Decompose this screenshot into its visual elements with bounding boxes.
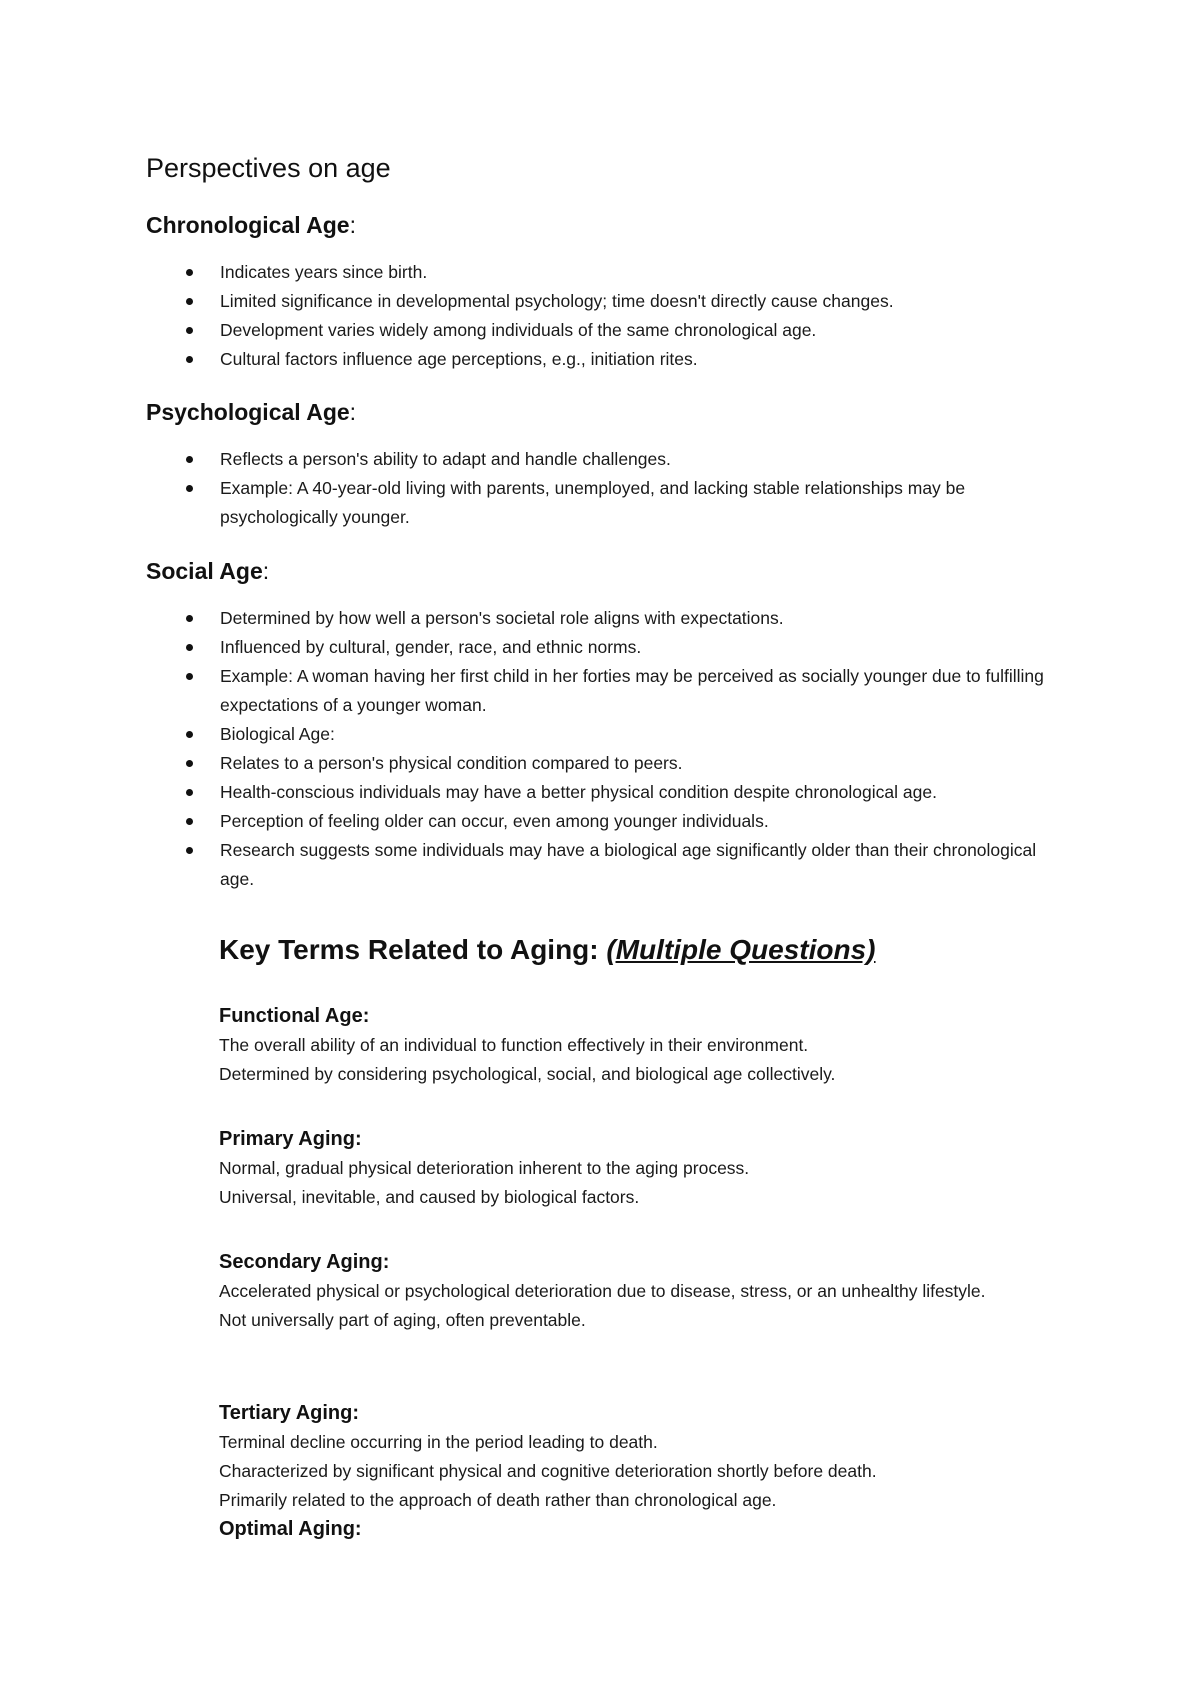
heading-colon: : (349, 399, 357, 425)
section-heading-text: Social Age (146, 558, 263, 584)
section-heading-text: Chronological Age (146, 212, 350, 238)
bullet-icon (186, 673, 193, 680)
term-line: Not universally part of aging, often preventable. (219, 1310, 586, 1330)
list-item (146, 604, 1066, 633)
list-item-text: Example: A 40-year-old living with parents, unemployed, and lacking stable relationships may be psychologically younger. (220, 478, 966, 527)
term-functional-age (219, 1002, 1119, 1089)
section-heading-social (146, 557, 269, 585)
list-item-text: Biological Age: (220, 724, 335, 744)
list-item-text: Research suggests some individuals may have a biological age significantly older than their chronological age. (220, 840, 1037, 889)
bullet-icon (186, 615, 193, 622)
bullet-icon (186, 327, 193, 334)
key-terms-heading-text: Key Terms Related to Aging: (219, 934, 599, 965)
bullet-icon (186, 644, 193, 651)
term-tertiary-aging (219, 1399, 1119, 1544)
list-item-text: Example: A woman having her first child in her forties may be perceived as socially younger due to fulfilling expectations of a younger woman. (220, 666, 1044, 715)
list-item-text: Determined by how well a person's societal role aligns with expectations. (220, 608, 784, 628)
term-name: Tertiary Aging: (219, 1402, 360, 1424)
heading-colon: : (262, 558, 270, 584)
list-item (146, 807, 1066, 836)
list-item (146, 836, 1066, 894)
list-item (146, 258, 1106, 287)
term-name: Optimal Aging: (219, 1518, 362, 1540)
section-heading-chronological (146, 211, 356, 239)
psychological-list (146, 445, 1086, 532)
chronological-list (146, 258, 1106, 374)
heading-colon: : (349, 212, 356, 238)
list-item (146, 445, 1086, 474)
key-terms-heading (219, 933, 876, 967)
section-heading-psychological (146, 398, 356, 426)
bullet-icon (186, 485, 193, 492)
list-item (146, 720, 1066, 749)
bullet-icon (186, 818, 193, 825)
bullet-icon (186, 789, 193, 796)
term-line: Universal, inevitable, and caused by biological factors. (219, 1187, 640, 1207)
bullet-icon (186, 731, 193, 738)
list-item (146, 749, 1066, 778)
term-line: Normal, gradual physical deterioration inherent to the aging process. (219, 1158, 750, 1178)
bullet-icon (186, 356, 193, 363)
term-line: Characterized by significant physical and cognitive deterioration shortly before death. (219, 1461, 877, 1481)
term-name: Functional Age: (219, 1005, 370, 1027)
bullet-icon (186, 298, 193, 305)
list-item-text: Relates to a person's physical condition compared to peers. (220, 753, 683, 773)
list-item-text: Reflects a person's ability to adapt and handle challenges. (220, 449, 671, 469)
bullet-icon (186, 847, 193, 854)
term-line: The overall ability of an individual to function effectively in their environment. (219, 1035, 809, 1055)
list-item (146, 345, 1106, 374)
term-line: Determined by considering psychological, social, and biological age collectively. (219, 1064, 836, 1084)
list-item-text: Health-conscious individuals may have a better physical condition despite chronological age. (220, 782, 937, 802)
list-item (146, 778, 1066, 807)
list-item-text: Perception of feeling older can occur, even among younger individuals. (220, 811, 769, 831)
list-item (146, 316, 1106, 345)
term-line: Terminal decline occurring in the period leading to death. (219, 1432, 658, 1452)
list-item-text: Indicates years since birth. (220, 262, 428, 282)
term-line: Accelerated physical or psychological deterioration due to disease, stress, or an unhealthy lifestyle. (219, 1281, 986, 1301)
list-item (146, 662, 1066, 720)
list-item-text: Cultural factors influence age perceptions, e.g., initiation rites. (220, 349, 698, 369)
term-secondary-aging (219, 1248, 1079, 1335)
bullet-icon (186, 760, 193, 767)
list-item-text: Influenced by cultural, gender, race, and ethnic norms. (220, 637, 642, 657)
term-primary-aging (219, 1125, 1119, 1212)
term-name: Primary Aging: (219, 1128, 362, 1150)
term-line: Primarily related to the approach of death rather than chronological age. (219, 1490, 777, 1510)
list-item (146, 287, 1106, 316)
list-item (146, 633, 1066, 662)
list-item (146, 474, 1086, 532)
term-name: Secondary Aging: (219, 1251, 390, 1273)
page-title: Perspectives on age (146, 153, 391, 183)
list-item-text: Development varies widely among individuals of the same chronological age. (220, 320, 817, 340)
section-heading-text: Psychological Age (146, 399, 350, 425)
key-terms-note: (Multiple Questions) (606, 934, 876, 965)
bullet-icon (186, 269, 193, 276)
bullet-icon (186, 456, 193, 463)
list-item-text: Limited significance in developmental psychology; time doesn't directly cause changes. (220, 291, 894, 311)
social-list (146, 604, 1066, 894)
